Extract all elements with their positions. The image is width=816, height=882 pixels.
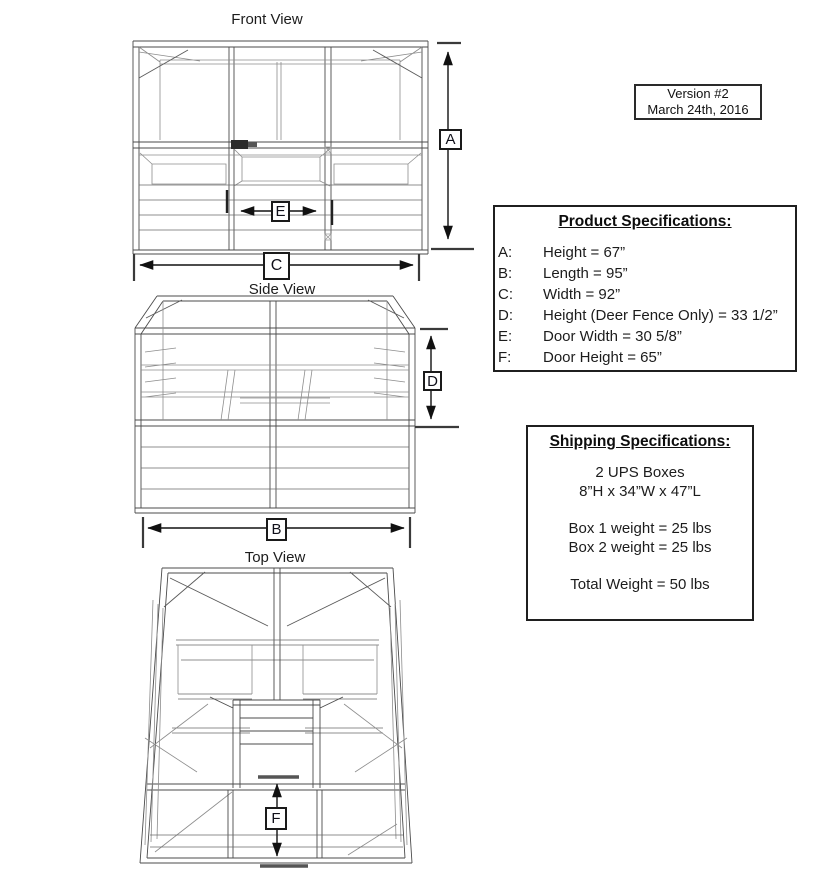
spec-row-c (495, 284, 795, 305)
spec-row-e (495, 326, 795, 347)
shipping-specifications-title: Shipping Specifications: (549, 433, 731, 450)
product-specifications-box (493, 205, 797, 372)
spec-value: Door Height = 65” (543, 349, 662, 366)
product-specifications-title: Product Specifications: (558, 213, 732, 230)
spec-row-d (495, 305, 795, 326)
version-date: March 24th, 2016 (647, 102, 749, 117)
spec-row-f (495, 347, 795, 368)
dim-label-a: A (439, 129, 462, 150)
spec-value: Length = 95” (543, 265, 628, 282)
side-view-drawing (135, 296, 415, 513)
shipping-box-count: 2 UPS Boxes (595, 464, 685, 481)
spec-value: Height = 67” (543, 244, 626, 261)
front-view-title: Front View (231, 11, 303, 28)
spec-value: Height (Deer Fence Only) = 33 1/2” (543, 307, 778, 324)
side-view-title: Side View (248, 281, 316, 298)
spec-key: C: (498, 286, 513, 303)
dimension-lines (134, 43, 474, 866)
dim-label-c: C (263, 252, 290, 280)
version-number: Version #2 (667, 86, 729, 101)
product-specifications-list (495, 242, 795, 368)
spec-key: E: (498, 328, 513, 345)
dim-label-b: B (266, 518, 287, 541)
front-view-drawing (133, 41, 428, 254)
shipping-specifications-box (526, 425, 754, 621)
shipping-box-size: 8”H x 34”W x 47”L (579, 482, 701, 500)
spec-row-a (495, 242, 795, 263)
shipping-box2-weight: Box 2 weight = 25 lbs (568, 538, 712, 556)
shipping-box-weights (528, 520, 752, 557)
shipping-box-info (528, 464, 752, 501)
top-view-title: Top View (244, 549, 306, 566)
spec-row-b (495, 263, 795, 284)
spec-value: Width = 92” (543, 286, 621, 303)
spec-key: A: (498, 244, 513, 261)
dim-label-f: F (265, 807, 287, 830)
spec-key: B: (498, 265, 513, 282)
shipping-box1-weight: Box 1 weight = 25 lbs (568, 520, 712, 537)
door-latch (231, 140, 248, 149)
dim-label-e: E (271, 201, 290, 222)
spec-key: F: (498, 349, 512, 366)
spec-key: D: (498, 307, 513, 324)
shipping-total-weight: Total Weight = 50 lbs (570, 576, 710, 593)
dim-label-d: D (423, 371, 442, 391)
spec-value: Door Width = 30 5/8” (543, 328, 682, 345)
version-box (634, 84, 762, 120)
